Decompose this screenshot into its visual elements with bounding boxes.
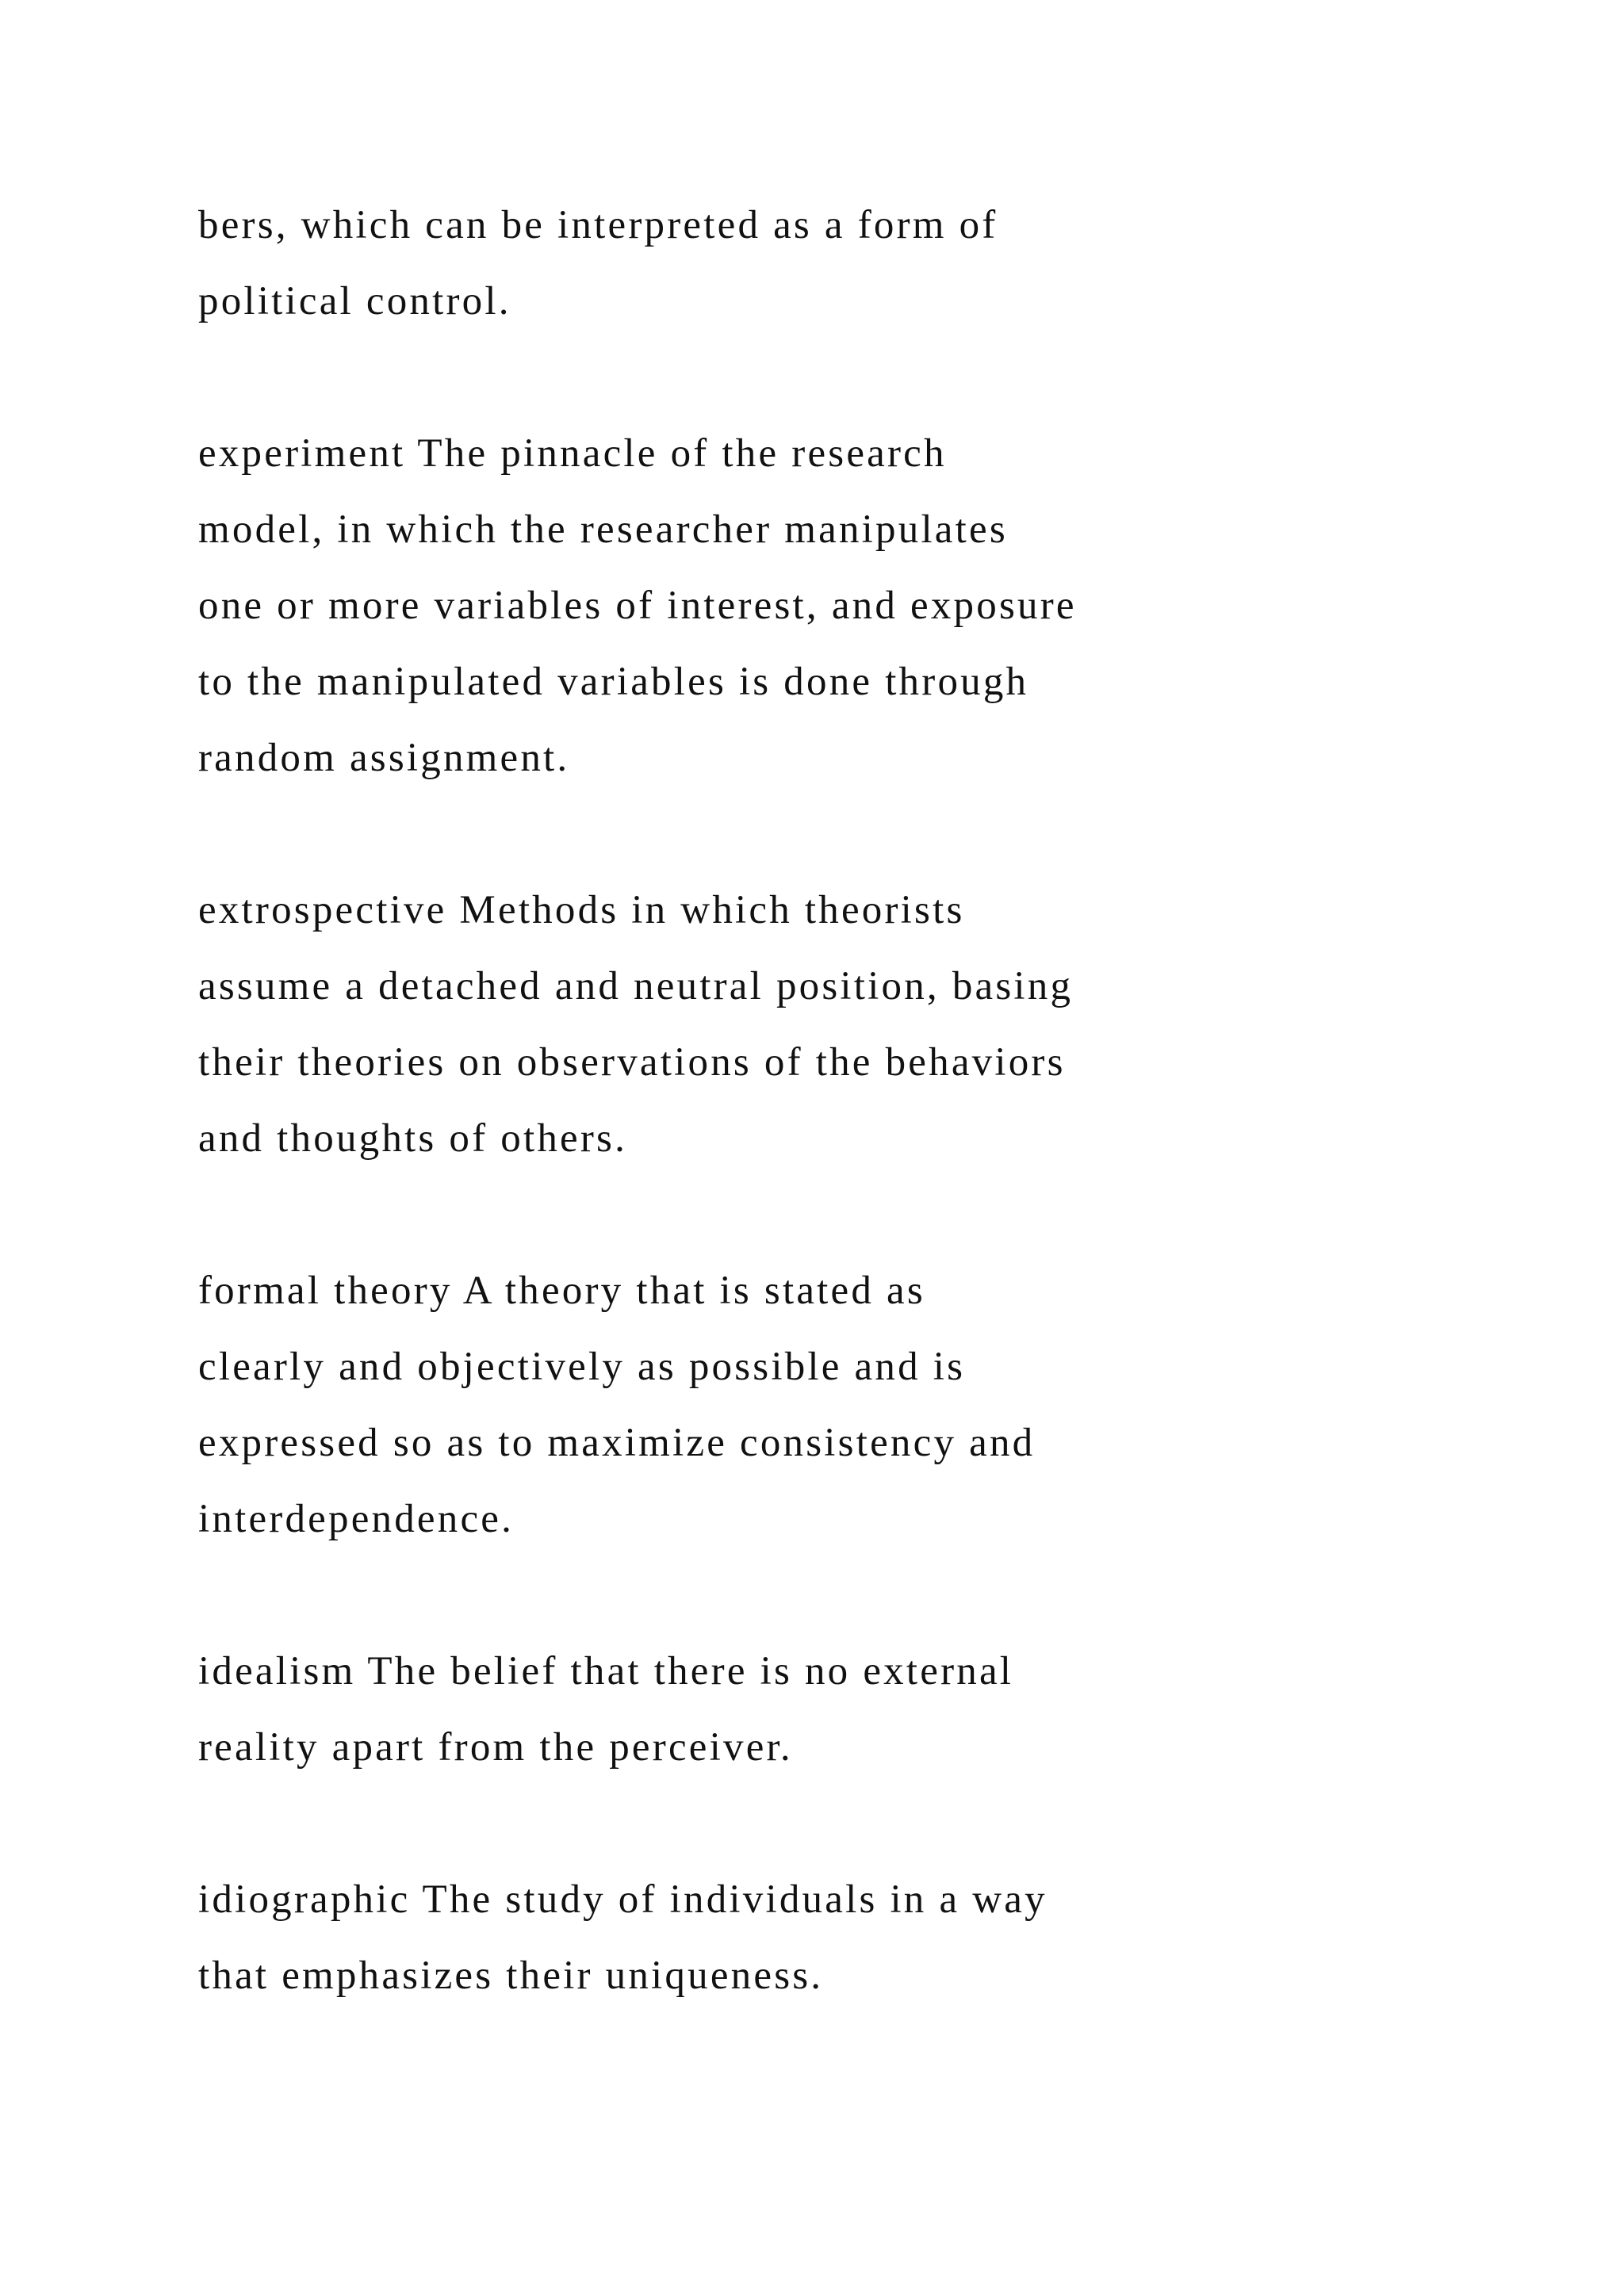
text-line: model, in which the researcher manipulates xyxy=(198,507,1008,552)
text-line: assume a detached and neutral position, basing xyxy=(198,964,1074,1008)
text-line: that emphasizes their uniqueness. xyxy=(198,1954,824,1998)
text-line: political control. xyxy=(198,279,511,323)
text-line: formal theory A theory that is stated as xyxy=(198,1269,925,1313)
glossary-entry-experiment xyxy=(198,415,1467,796)
text-line: interdependence. xyxy=(198,1497,515,1541)
text-line: one or more variables of interest, and exposure xyxy=(198,584,1077,628)
glossary-entry-idealism xyxy=(198,1633,1467,1785)
glossary-entry-idiographic xyxy=(198,1862,1467,2014)
text-line: random assignment. xyxy=(198,736,570,780)
text-line: their theories on observations of the behaviors xyxy=(198,1040,1066,1085)
glossary-text xyxy=(198,187,1467,2090)
text-line: clearly and objectively as possible and is xyxy=(198,1345,966,1389)
text-line: reality apart from the perceiver. xyxy=(198,1725,793,1770)
text-line: experiment The pinnacle of the research xyxy=(198,431,947,476)
text-line: to the manipulated variables is done through xyxy=(198,660,1029,704)
paragraph-continuation xyxy=(198,187,1467,339)
text-line: idiographic The study of individuals in a way xyxy=(198,1877,1048,1922)
glossary-entry-extrospective xyxy=(198,872,1467,1177)
text-line: extrospective Methods in which theorists xyxy=(198,888,965,932)
text-line: expressed so as to maximize consistency and xyxy=(198,1421,1036,1465)
text-line: idealism The belief that there is no external xyxy=(198,1649,1014,1693)
glossary-entry-formal-theory xyxy=(198,1253,1467,1557)
text-line: and thoughts of others. xyxy=(198,1116,628,1161)
text-line: bers, which can be interpreted as a form of xyxy=(198,203,998,247)
